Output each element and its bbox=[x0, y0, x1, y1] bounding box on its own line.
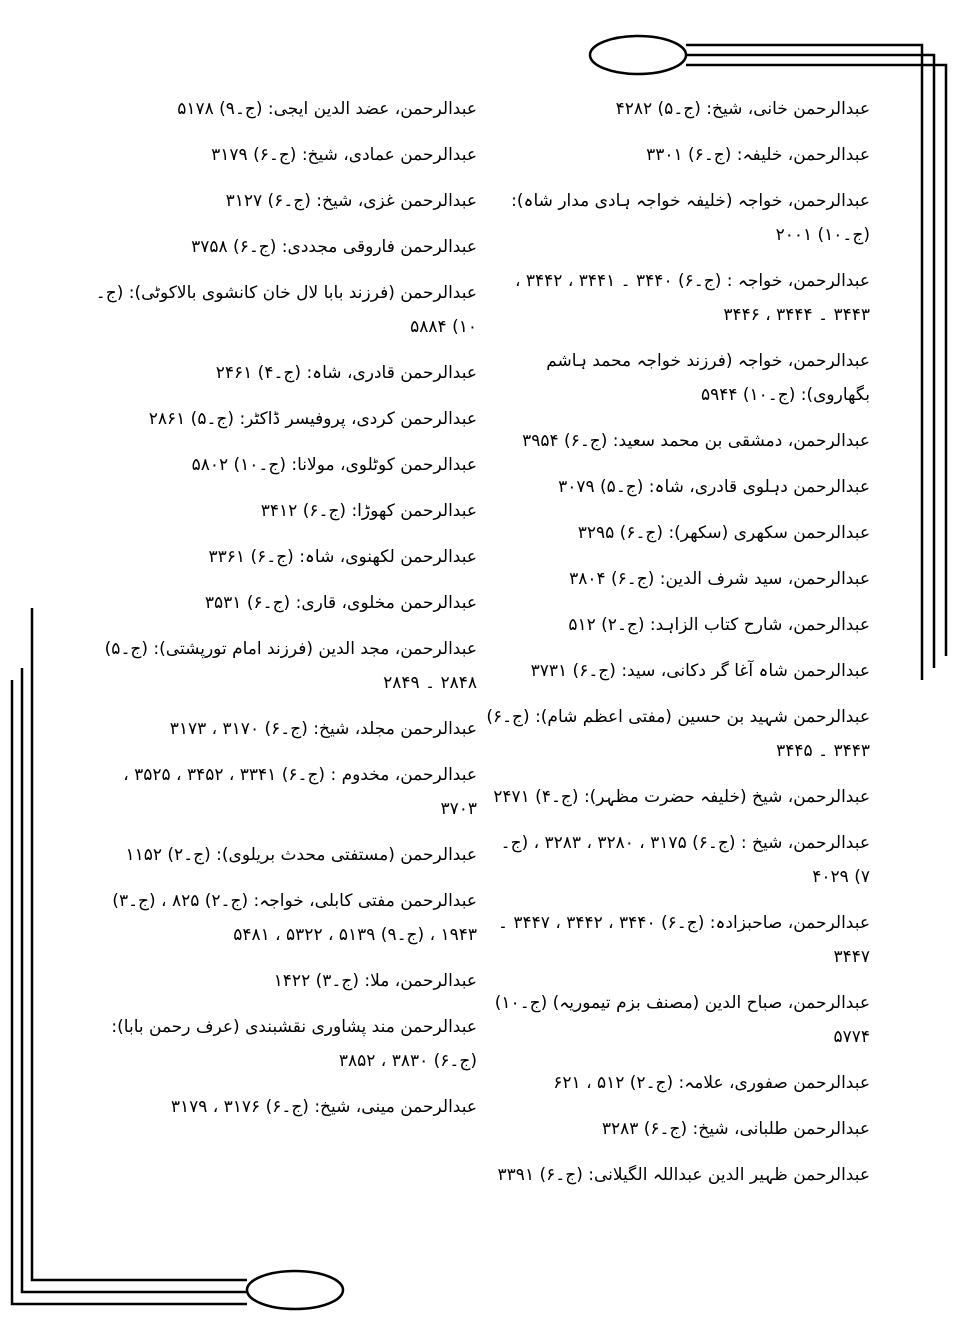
index-entry: عبدالرحمن، عضد الدین ایجی: (ج۔۹) ۵۱۷۸ bbox=[177, 99, 477, 119]
index-entry: عبدالرحمن، صباح الدین (مصنف بزم تیموریہ) (ج۔۱۰) ۵۷۷۴ bbox=[494, 993, 870, 1047]
index-entry: عبدالرحمن، خواجہ (فرزند خواجہ محمد ہاشم بگھاروی): (ج۔۱۰) ۵۹۴۴ bbox=[546, 351, 870, 405]
index-entry: عبدالرحمن، صاحبزادہ: (ج۔۶) ۳۴۴۰ ، ۳۴۴۲ ، ۳۴۴۷ ۔ ۳۴۴۷ bbox=[498, 913, 870, 967]
index-entry: عبدالرحمن ظہیر الدین عبداللہ الگیلانی: (ج۔۶) ۳۳۹۱ bbox=[497, 1165, 870, 1185]
index-entry: عبدالرحمن کردی، پروفیسر ڈاکٹر: (ج۔۵) ۲۸۶۱ bbox=[148, 409, 477, 429]
index-entry: عبدالرحمن، شارح کتاب الزاہد: (ج۔۲) ۵۱۲ bbox=[568, 615, 870, 635]
index-entry: عبدالرحمن مند پشاوری نقشبندی (عرف رحمن بابا): (ج۔۶) ۳۸۳۰ ، ۳۸۵۲ bbox=[111, 1017, 477, 1071]
index-entry: عبدالرحمن، دمشقی بن محمد سعید: (ج۔۶) ۳۹۵۴ bbox=[522, 431, 870, 451]
index-entry: عبدالرحمن مخلوی، قاری: (ج۔۶) ۳۵۳۱ bbox=[204, 593, 477, 613]
index-entry: عبدالرحمن، ملا: (ج۔۳) ۱۴۲۲ bbox=[273, 971, 477, 991]
index-entry: عبدالرحمن دہلوی قادری، شاہ: (ج۔۵) ۳۰۷۹ bbox=[558, 477, 870, 497]
index-entry: عبدالرحمن مجلد، شیخ: (ج۔۶) ۳۱۷۰ ، ۳۱۷۳ bbox=[169, 719, 477, 739]
index-entry: عبدالرحمن (فرزند بابا لال خان کانشوی بالاکوٹی): (ج۔۱۰) ۵۸۸۴ bbox=[95, 283, 477, 337]
index-entry: عبدالرحمن غزی، شیخ: (ج۔۶) ۳۱۲۷ bbox=[225, 191, 477, 211]
index-entry: عبدالرحمن لکھنوی، شاہ: (ج۔۶) ۳۳۶۱ bbox=[208, 547, 477, 567]
index-column-right bbox=[485, 92, 870, 1204]
index-entry: عبدالرحمن کوٹلوی، مولانا: (ج۔۱۰) ۵۸۰۲ bbox=[191, 455, 477, 475]
index-entry: عبدالرحمن قادری، شاہ: (ج۔۴) ۲۴۶۱ bbox=[215, 363, 477, 383]
index-entry: عبدالرحمن صفوری، علامہ: (ج۔۲) ۵۱۲ ، ۶۲۱ bbox=[553, 1073, 870, 1093]
index-entry: عبدالرحمن، سید شرف الدین: (ج۔۶) ۳۸۰۴ bbox=[569, 569, 870, 589]
index-entry: عبدالرحمن فاروقی مجددی: (ج۔۶) ۳۷۵۸ bbox=[191, 237, 477, 257]
index-entry: عبدالرحمن کھوڑا: (ج۔۶) ۳۴۱۲ bbox=[260, 501, 477, 521]
index-entry: عبدالرحمن، خواجہ (خلیفہ خواجہ ہادی مدار شاہ): (ج۔۱۰) ۲۰۰۱ bbox=[511, 191, 870, 245]
index-entry: عبدالرحمن (مستفتی محدث بریلوی): (ج۔۲) ۱۱۵۲ bbox=[125, 845, 477, 865]
index-entry: عبدالرحمن مینی، شیخ: (ج۔۶) ۳۱۷۶ ، ۳۱۷۹ bbox=[170, 1097, 477, 1117]
index-entry: عبدالرحمن مفتی کابلی، خواجہ: (ج۔۲) ۸۲۵ ، (ج۔۳) ۱۹۴۳ ، (ج۔۹) ۵۱۳۹ ، ۵۳۲۲ ، ۵۴۸۱ bbox=[112, 891, 477, 945]
index-entry: عبدالرحمن، شیخ (خلیفہ حضرت مظہر): (ج۔۴) ۲۴۷۱ bbox=[493, 787, 870, 807]
index-entry: عبدالرحمن، مخدوم : (ج۔۶) ۳۳۴۱ ، ۳۴۵۲ ، ۳۵۲۵ ، ۳۷۰۳ bbox=[123, 765, 477, 819]
index-entry: عبدالرحمن سکھری (سکھر): (ج۔۶) ۳۲۹۵ bbox=[577, 523, 870, 543]
index-entry: عبدالرحمن شہید بن حسین (مفتی اعظم شام): (ج۔۶) ۳۴۴۳ ۔ ۳۴۴۵ bbox=[486, 707, 870, 761]
index-entry: عبدالرحمن طلبانی، شیخ: (ج۔۶) ۳۲۸۳ bbox=[601, 1119, 870, 1139]
index-entry: عبدالرحمن خانی، شیخ: (ج۔۵) ۴۲۸۲ bbox=[615, 99, 870, 119]
index-entry: عبدالرحمن عمادی، شیخ: (ج۔۶) ۳۱۷۹ bbox=[211, 145, 477, 165]
index-entry: عبدالرحمن، خواجہ : (ج۔۶) ۳۴۴۰ ۔ ۳۴۴۱ ، ۳۴۴۲ ، ۳۴۴۳ ۔ ۳۴۴۴ ، ۳۴۴۶ bbox=[515, 271, 870, 325]
index-entry: عبدالرحمن، خلیفہ: (ج۔۶) ۳۳۰۱ bbox=[646, 145, 870, 165]
index-entry: عبدالرحمن، شیخ : (ج۔۶) ۳۱۷۵ ، ۳۲۸۰ ، ۳۲۸۳ ، (ج۔۷) ۴۰۲۹ bbox=[500, 833, 870, 887]
index-entry: عبدالرحمن شاہ آغا گر دکانی، سید: (ج۔۶) ۳۷۳۱ bbox=[530, 661, 870, 681]
bottom-ornament-oval bbox=[247, 1271, 343, 1309]
index-column-left bbox=[92, 92, 477, 1136]
top-ornament-oval bbox=[590, 36, 686, 74]
index-entry: عبدالرحمن، مجد الدین (فرزند امام تورپشتی): (ج۔۵) ۲۸۴۸ ۔ ۲۸۴۹ bbox=[104, 639, 477, 693]
